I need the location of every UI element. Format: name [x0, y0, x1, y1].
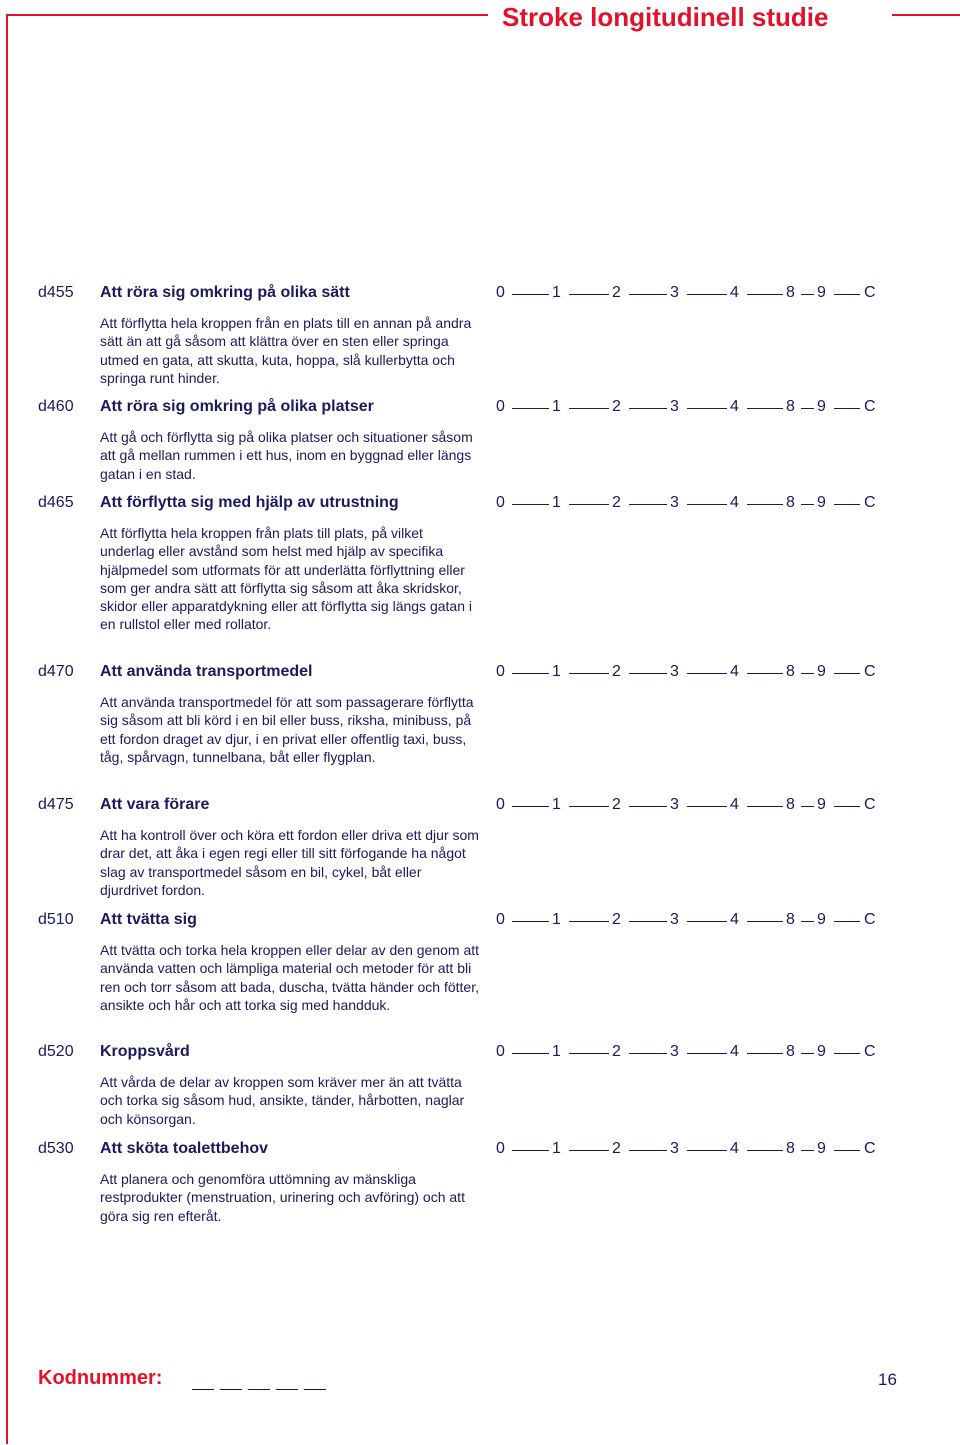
scale-option-2[interactable]: 2 — [612, 1140, 621, 1157]
scale-connector — [629, 1053, 667, 1054]
scale-connector — [687, 1053, 727, 1054]
scale-option-9[interactable]: 9 — [817, 494, 826, 511]
scale-option-0[interactable]: 0 — [496, 1043, 505, 1060]
item-code: d470 — [38, 663, 74, 680]
scale-option-4[interactable]: 4 — [730, 911, 739, 928]
scale-option-9[interactable]: 9 — [817, 663, 826, 680]
scale-connector — [687, 294, 727, 295]
scale-connector — [687, 1150, 727, 1151]
scale-option-8[interactable]: 8 — [786, 284, 795, 301]
scale-option-3[interactable]: 3 — [670, 911, 679, 928]
scale-option-c[interactable]: C — [864, 1043, 876, 1060]
item-code: d460 — [38, 398, 74, 415]
scale-connector — [801, 1150, 814, 1151]
scale-option-3[interactable]: 3 — [670, 1140, 679, 1157]
scale-option-0[interactable]: 0 — [496, 494, 505, 511]
item-code: d510 — [38, 911, 74, 928]
rating-scale — [0, 663, 960, 685]
item-title: Att sköta toalettbehov — [100, 1140, 269, 1157]
scale-option-9[interactable]: 9 — [817, 284, 826, 301]
rating-scale — [0, 494, 960, 516]
code-digit-blank[interactable] — [248, 1389, 270, 1390]
scale-connector — [569, 806, 609, 807]
scale-connector — [512, 806, 549, 807]
scale-option-0[interactable]: 0 — [496, 1140, 505, 1157]
scale-connector — [629, 294, 667, 295]
scale-option-9[interactable]: 9 — [817, 1140, 826, 1157]
rating-scale — [0, 1043, 960, 1065]
scale-connector — [512, 921, 549, 922]
item-title: Att röra sig omkring på olika sätt — [100, 284, 350, 301]
rating-scale — [0, 398, 960, 420]
scale-connector — [687, 504, 727, 505]
scale-connector — [747, 806, 783, 807]
scale-connector — [629, 921, 667, 922]
scale-option-1[interactable]: 1 — [552, 663, 561, 680]
item-code: d520 — [38, 1043, 74, 1060]
scale-connector — [834, 921, 860, 922]
item-description: Att gå och förflytta sig på olika platser och situationer såsom att gå mellan rummen i ett hus, inom en byggnad eller längs gatan i en stad. — [100, 429, 473, 482]
scale-option-2[interactable]: 2 — [612, 1043, 621, 1060]
scale-option-1[interactable]: 1 — [552, 284, 561, 301]
item-description: Att vårda de delar av kroppen som kräver mer än att tvätta och torka sig såsom hud, ansikte, tänder, hårbotten, naglar och könsorgan. — [100, 1074, 465, 1127]
scale-connector — [801, 504, 814, 505]
item-title: Att tvätta sig — [100, 911, 197, 928]
code-digit-blank[interactable] — [220, 1389, 242, 1390]
scale-option-c[interactable]: C — [864, 494, 876, 511]
scale-connector — [629, 504, 667, 505]
code-digit-blank[interactable] — [304, 1389, 326, 1390]
scale-option-0[interactable]: 0 — [496, 911, 505, 928]
scale-connector — [512, 1150, 549, 1151]
scale-option-0[interactable]: 0 — [496, 398, 505, 415]
scale-option-c[interactable]: C — [864, 398, 876, 415]
scale-connector — [834, 408, 860, 409]
scale-option-0[interactable]: 0 — [496, 284, 505, 301]
scale-option-c[interactable]: C — [864, 284, 876, 301]
scale-option-4[interactable]: 4 — [730, 494, 739, 511]
scale-connector — [687, 408, 727, 409]
scale-option-8[interactable]: 8 — [786, 663, 795, 680]
rating-scale — [0, 284, 960, 306]
code-digit-blank[interactable] — [276, 1389, 298, 1390]
scale-connector — [512, 408, 549, 409]
frame-top-rule — [6, 14, 488, 16]
item-code: d475 — [38, 796, 74, 813]
scale-connector — [801, 673, 814, 674]
rating-scale — [0, 911, 960, 933]
scale-option-2[interactable]: 2 — [612, 494, 621, 511]
item-description: Att använda transportmedel för att som passagerare förflytta sig såsom att bli körd i en bil eller buss, riksha, minibuss, på ett fordon draget av djur, i en privat eller offentlig taxi, buss, tåg, spårvagn, tunnelbana, båt eller flygplan. — [100, 694, 474, 765]
scale-option-2[interactable]: 2 — [612, 796, 621, 813]
scale-option-4[interactable]: 4 — [730, 663, 739, 680]
scale-option-4[interactable]: 4 — [730, 398, 739, 415]
scale-connector — [629, 1150, 667, 1151]
scale-connector — [569, 408, 609, 409]
scale-option-c[interactable]: C — [864, 663, 876, 680]
scale-option-9[interactable]: 9 — [817, 796, 826, 813]
scale-option-1[interactable]: 1 — [552, 398, 561, 415]
scale-option-4[interactable]: 4 — [730, 796, 739, 813]
item-code: d455 — [38, 284, 74, 301]
scale-option-3[interactable]: 3 — [670, 1043, 679, 1060]
scale-connector — [569, 921, 609, 922]
scale-connector — [801, 294, 814, 295]
code-digit-blank[interactable] — [192, 1389, 214, 1390]
scale-option-1[interactable]: 1 — [552, 911, 561, 928]
page-number: 16 — [878, 1370, 897, 1389]
scale-connector — [834, 673, 860, 674]
scale-option-c[interactable]: C — [864, 911, 876, 928]
scale-option-9[interactable]: 9 — [817, 398, 826, 415]
scale-option-4[interactable]: 4 — [730, 1140, 739, 1157]
scale-connector — [569, 1150, 609, 1151]
item-description: Att tvätta och torka hela kroppen eller delar av den genom att använda vatten och lämpliga material och metoder för att bli ren och torr såsom att bada, duscha, tvätta händer och fötter, ansikte och hår och att torka sig med handduk. — [100, 942, 480, 1013]
item-description: Att ha kontroll över och köra ett fordon eller driva ett djur som drar det, att åka i egen regi eller till sitt förfogande ha något slag av transportmedel såsom en bil, cykel, båt eller djurdrivet fordon. — [100, 827, 479, 898]
item-title: Att förflytta sig med hjälp av utrustning — [100, 494, 399, 511]
scale-connector — [747, 504, 783, 505]
scale-connector — [687, 921, 727, 922]
item-description: Att förflytta hela kroppen från plats till plats, på vilket underlag eller avstånd som helst med hjälp av specifika hjälpmedel som utformats för att underlätta förflyttning eller som ger andra sätt att förflytta sig såsom att åka skridskor, skidor eller apparatdykning eller att förflytta sig längs gatan i en rullstol eller med rollator. — [100, 525, 472, 633]
scale-option-8[interactable]: 8 — [786, 494, 795, 511]
scale-option-8[interactable]: 8 — [786, 1140, 795, 1157]
scale-option-1[interactable]: 1 — [552, 494, 561, 511]
item-title: Att röra sig omkring på olika platser — [100, 398, 374, 415]
scale-option-2[interactable]: 2 — [612, 398, 621, 415]
scale-connector — [569, 504, 609, 505]
frame-left-rule — [6, 14, 8, 1444]
scale-option-3[interactable]: 3 — [670, 284, 679, 301]
frame-top-right-rule — [892, 14, 960, 16]
scale-connector — [747, 921, 783, 922]
scale-option-8[interactable]: 8 — [786, 398, 795, 415]
item-title: Kroppsvård — [100, 1043, 190, 1060]
scale-connector — [747, 673, 783, 674]
item-code: d465 — [38, 494, 74, 511]
scale-option-8[interactable]: 8 — [786, 911, 795, 928]
item-code: d530 — [38, 1140, 74, 1157]
item-title: Att använda transportmedel — [100, 663, 313, 680]
scale-option-8[interactable]: 8 — [786, 1043, 795, 1060]
scale-option-2[interactable]: 2 — [612, 663, 621, 680]
scale-connector — [747, 1053, 783, 1054]
scale-option-0[interactable]: 0 — [496, 663, 505, 680]
item-description: Att förflytta hela kroppen från en plats till en annan på andra sätt än att gå såsom att klättra över en sten eller springa utmed en gata, att skutta, kuta, hoppa, slå kullerbytta och springa runt hinder. — [100, 315, 472, 386]
scale-option-c[interactable]: C — [864, 1140, 876, 1157]
scale-option-2[interactable]: 2 — [612, 911, 621, 928]
scale-connector — [569, 673, 609, 674]
scale-connector — [834, 294, 860, 295]
scale-connector — [747, 294, 783, 295]
scale-connector — [569, 294, 609, 295]
scale-connector — [834, 806, 860, 807]
scale-connector — [512, 1053, 549, 1054]
scale-connector — [687, 673, 727, 674]
scale-connector — [801, 408, 814, 409]
scale-connector — [834, 1150, 860, 1151]
scale-connector — [629, 806, 667, 807]
code-number-label: Kodnummer: — [38, 1367, 163, 1389]
scale-connector — [801, 1053, 814, 1054]
scale-option-c[interactable]: C — [864, 796, 876, 813]
item-title: Att vara förare — [100, 796, 210, 813]
scale-connector — [512, 673, 549, 674]
item-description: Att planera och genomföra uttömning av mänskliga restprodukter (menstruation, urinering och avföring) och att göra sig ren efteråt. — [100, 1171, 465, 1224]
scale-connector — [629, 673, 667, 674]
scale-option-1[interactable]: 1 — [552, 796, 561, 813]
scale-option-3[interactable]: 3 — [670, 663, 679, 680]
scale-option-4[interactable]: 4 — [730, 284, 739, 301]
scale-option-0[interactable]: 0 — [496, 796, 505, 813]
scale-connector — [747, 408, 783, 409]
scale-option-9[interactable]: 9 — [817, 1043, 826, 1060]
scale-option-9[interactable]: 9 — [817, 911, 826, 928]
page-title: Stroke longitudinell studie — [502, 2, 829, 32]
scale-connector — [834, 1053, 860, 1054]
scale-connector — [747, 1150, 783, 1151]
scale-option-3[interactable]: 3 — [670, 796, 679, 813]
scale-connector — [687, 806, 727, 807]
scale-option-1[interactable]: 1 — [552, 1043, 561, 1060]
scale-connector — [569, 1053, 609, 1054]
scale-option-8[interactable]: 8 — [786, 796, 795, 813]
scale-connector — [629, 408, 667, 409]
scale-option-2[interactable]: 2 — [612, 284, 621, 301]
scale-option-3[interactable]: 3 — [670, 494, 679, 511]
scale-connector — [512, 294, 549, 295]
scale-option-3[interactable]: 3 — [670, 398, 679, 415]
scale-option-4[interactable]: 4 — [730, 1043, 739, 1060]
rating-scale — [0, 796, 960, 818]
scale-connector — [801, 921, 814, 922]
scale-connector — [801, 806, 814, 807]
scale-connector — [512, 504, 549, 505]
rating-scale — [0, 1140, 960, 1162]
scale-connector — [834, 504, 860, 505]
scale-option-1[interactable]: 1 — [552, 1140, 561, 1157]
